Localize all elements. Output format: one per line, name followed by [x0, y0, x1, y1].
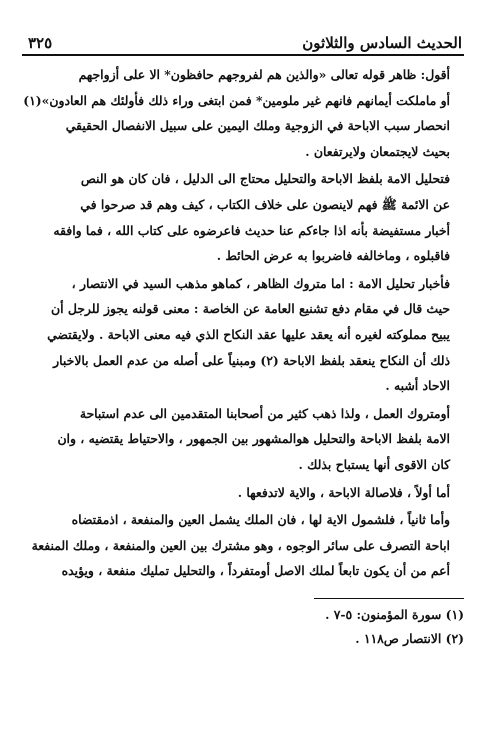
- text-line: فاقبلوه ، وماخالفه فاضربوا به عرض الحائط .: [216, 248, 450, 264]
- main-text: [22, 62, 464, 584]
- footnote: (٢) الانتصار ص١١٨ .: [355, 630, 464, 646]
- text-line: أخبار مستفيضة بأنه اذا جاءكم عنا حديث فاعرضوه على كتاب الله ، فما وافقه: [53, 222, 450, 238]
- text-line: انحصار سبب الاباحة في الزوجية وملك اليمين على سبيل الانفصال الحقيقي: [65, 118, 450, 134]
- running-title: الحديث السادس والثلاثون: [302, 34, 462, 52]
- footnote: (١) سورة المؤمنون: ٥-٧ .: [325, 606, 464, 622]
- text-line: أومتروك العمل ، ولذا ذهب كثير من أصحابنا المتقدمين الى عدم استباحة: [79, 405, 450, 421]
- paragraph: [22, 507, 464, 584]
- text-line: وأما ثانياً ، فلشمول الاية لها ، فان الملك يشمل العين والمنفعة ، اذمقتضاه: [71, 512, 450, 528]
- running-header: [22, 22, 464, 54]
- text-line: اباحة التصرف على سائر الوجوه ، وهو مشترك بين العين والمنفعة ، وملك المنفعة: [31, 537, 450, 553]
- paragraph: [22, 480, 464, 506]
- paragraph: [22, 401, 464, 478]
- page-number: ٣٢٥: [28, 34, 53, 52]
- paragraph: [22, 271, 464, 399]
- text-line: أقول: ظاهر قوله تعالى «والذين هم لفروجهم حافظون* الا على أزواجهم: [78, 67, 450, 82]
- text-line: أعم من أن يكون تابعاً لملك الاصل أومتفرداً ، والتحليل تمليك منفعة ، ويؤيده: [61, 563, 450, 579]
- text-line: كان الاقوى أنها يستباح بذلك .: [298, 456, 450, 472]
- footnotes: [22, 599, 464, 651]
- text-line: الاحاد أشبه .: [385, 378, 450, 394]
- text-line: أما أولاً ، فلاصالة الاباحة ، والاية لاتدفعها .: [237, 484, 450, 500]
- text-line: فتحليل الامة بلفظ الاباحة والتحليل محتاج الى الدليل ، فان كان هو النص: [80, 171, 450, 187]
- text-line: ذلك أن النكاح ينعقد بلفظ الاباحة (٢) ومبنياً على أصله من عدم العمل بالاخبار: [53, 352, 450, 368]
- text-line: فأخبار تحليل الامة : اما متروك الظاهر ، كماهو مذهب السيد في الانتصار ،: [71, 275, 450, 291]
- paragraph: [22, 62, 464, 164]
- text-line: الامة بلفظ الاباحة والتحليل هوالمشهور بين الجمهور ، والاحتياط يقتضيه ، وان: [57, 431, 450, 447]
- header-rule: [22, 54, 464, 56]
- text-line: بحيث لايجتمعان ولايرتفعان .: [305, 143, 450, 159]
- text-line: أو ماملكت أيمانهم فانهم غير ملومين* فمن ابتغى وراء ذلك فأولئك هم العادون»(١): [23, 92, 450, 108]
- text-line: حيث قال في مقام دفع تشنيع العامة عن الخاصة : معنى قولنه يجوز للرجل أن: [51, 301, 450, 317]
- paragraph: [22, 166, 464, 268]
- text-line: يبيح مملوكته لغيره أنه يعقد عليها عقد النكاح الذي فيه معنى الاباحة . ولايقتضي: [47, 326, 450, 342]
- text-line: عن الائمة ﷺ فهم لاينصون على خلاف الكتاب ، كيف وهم قد صرحوا في: [80, 196, 450, 212]
